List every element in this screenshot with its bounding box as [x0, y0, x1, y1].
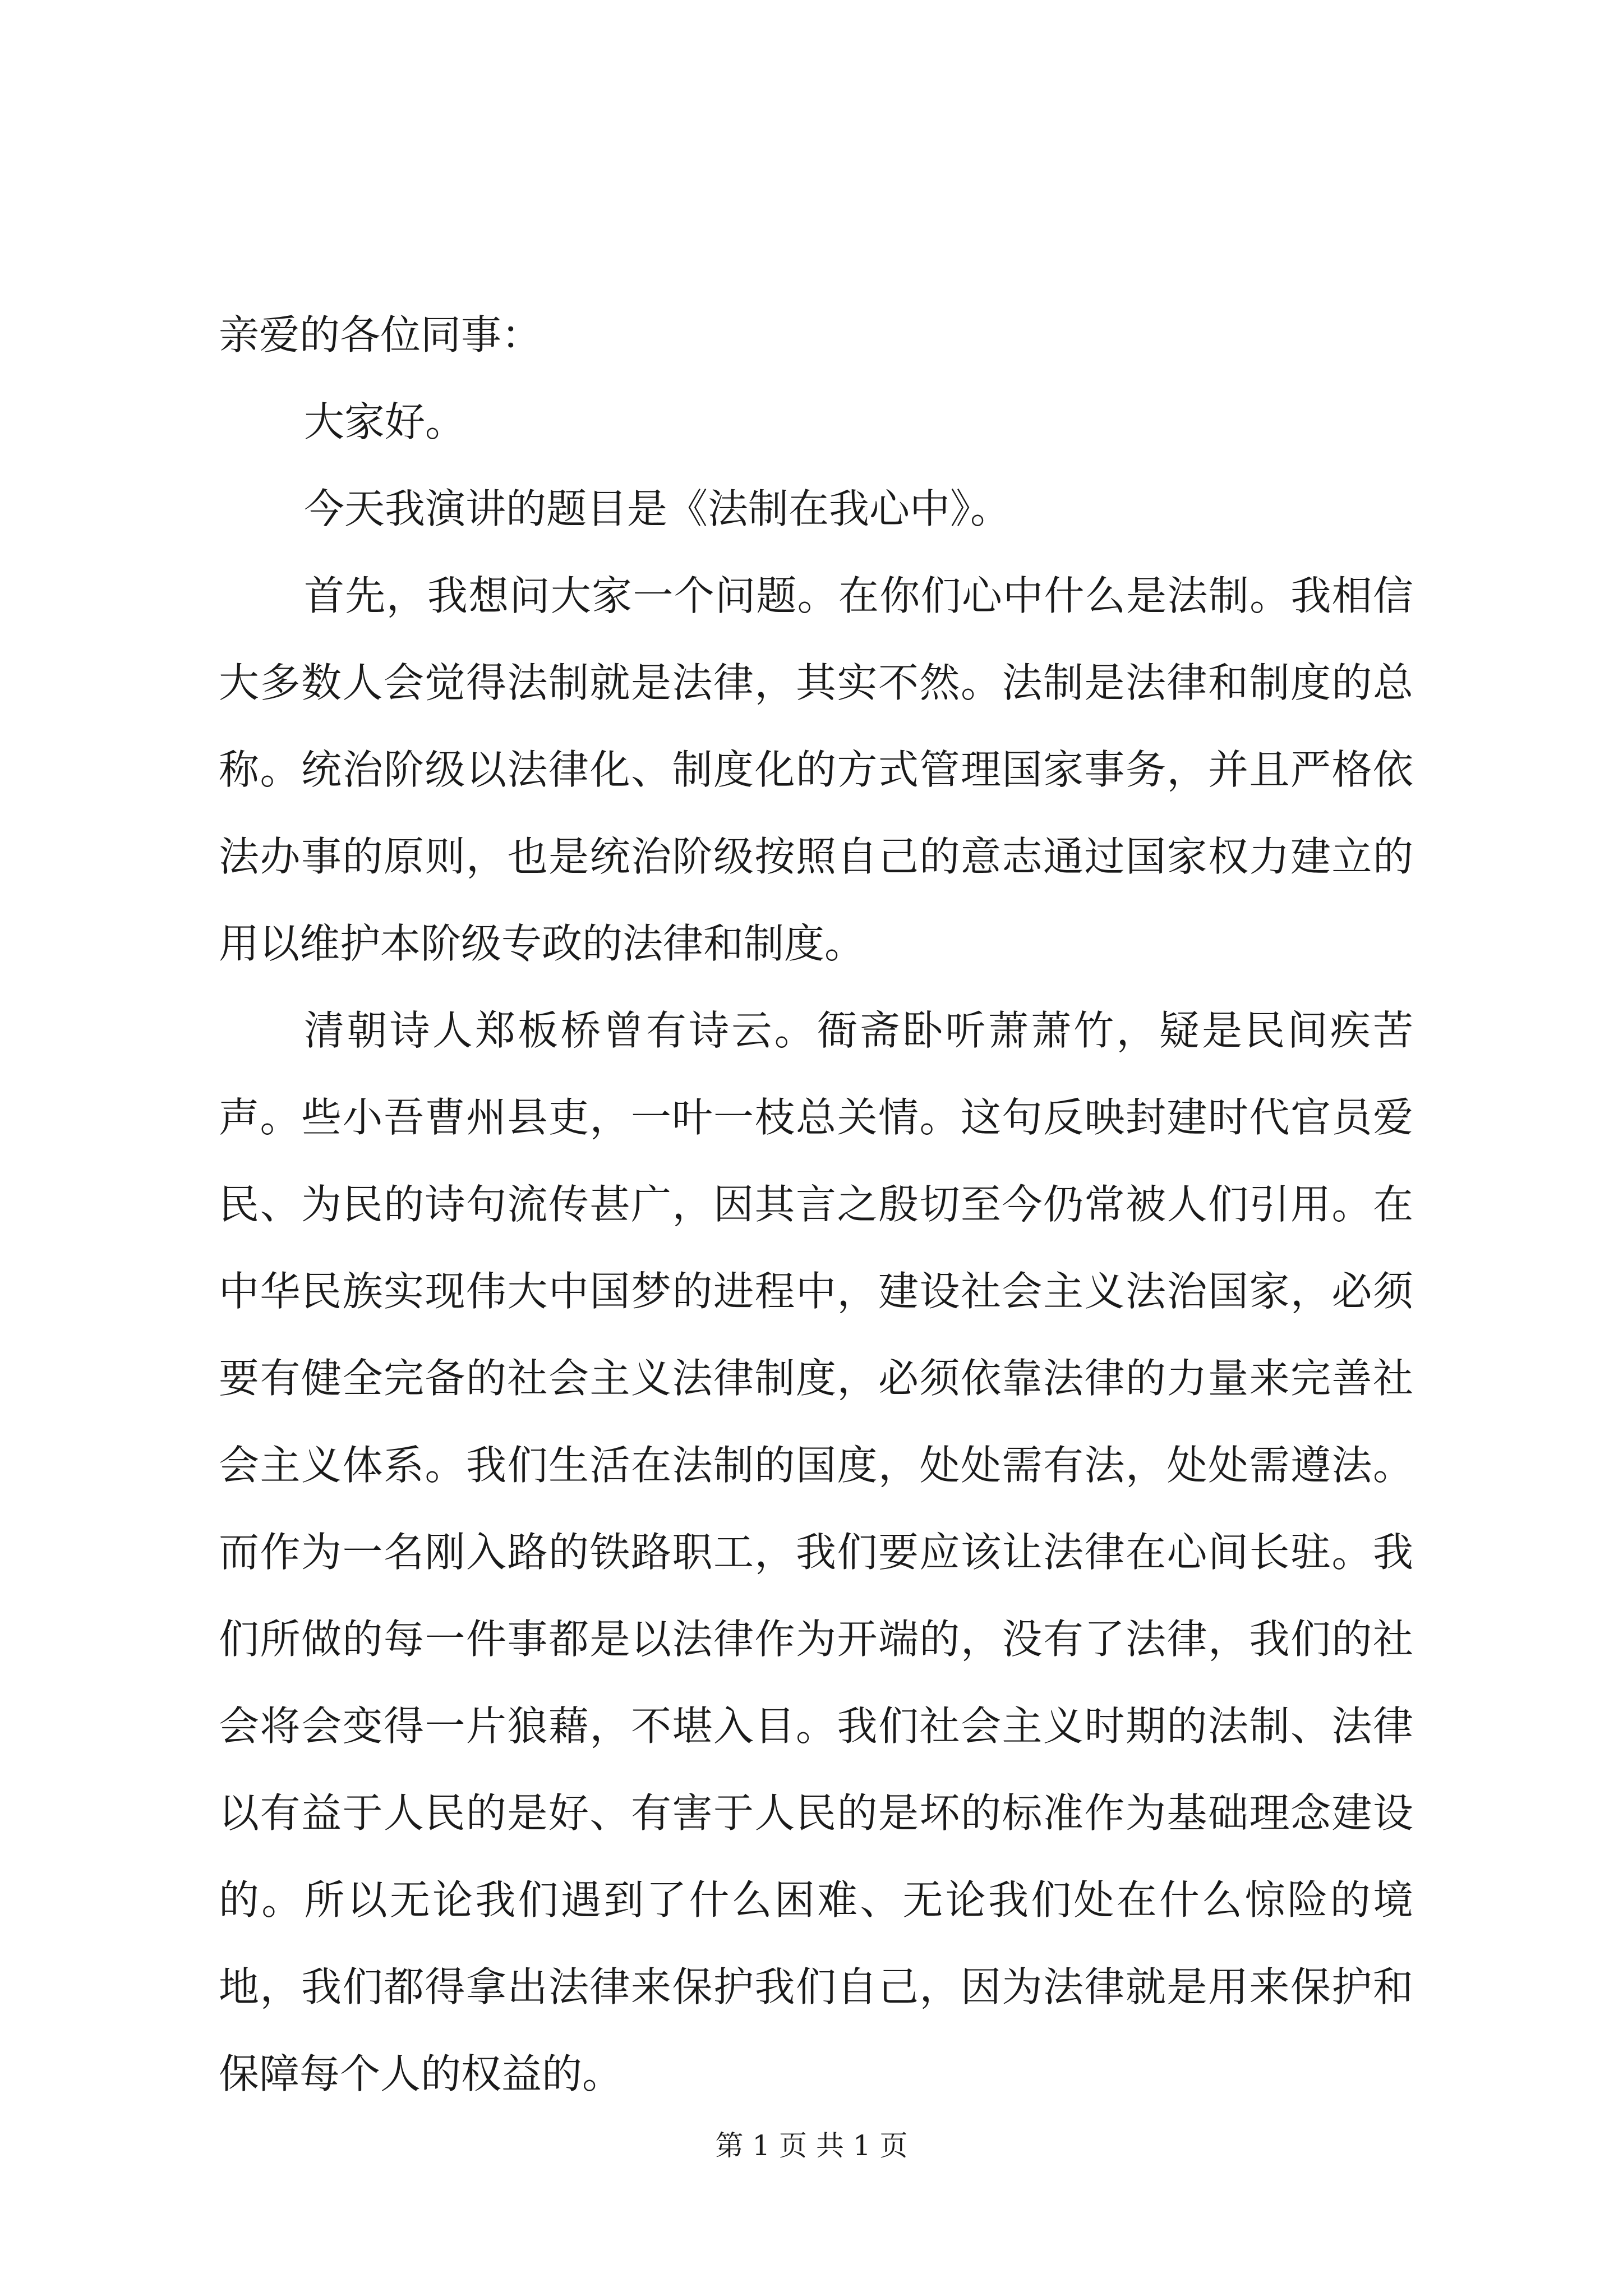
page-footer: 第 1 页 共 1 页	[715, 2129, 908, 2162]
greeting: 亲爱的各位同事：	[219, 311, 542, 358]
paragraph-greeting: 大家好。	[304, 398, 466, 445]
paragraph-topic: 今天我演讲的题目是《法制在我心中》。	[304, 485, 1011, 532]
document-body	[219, 292, 1413, 2118]
paragraph-main: 清朝诗人郑板桥曾有诗云。衙斋卧听萧萧竹，疑是民间疾苦声。些小吾曹州县吏，一叶一枝总关情。这句反映封建时代官员爱民、为民的诗句流传甚广，因其言之殷切至今仍常被人们引用。在中华民族实现伟大中国梦的进程中，建设社会主义法治国家，必须要有健全完备的社会主义法律制度，必须依靠法律的力量来完善社会主义体系。我们生活在法制的国度，处处需有法，处处需遵法。而作为一名刚入路的铁路职工，我们要应该让法律在心间长驻。我们所做的每一件事都是以法律作为开端的，没有了法律，我们的社会将会变得一片狼藉，不堪入目。我们社会主义时期的法制、法律以有益于人民的是好、有害于人民的是坏的标准作为基础理念建设的。所以无论我们遇到了什么困难、无论我们处在什么惊险的境地，我们都得拿出法律来保护我们自己，因为法律就是用来保护和保障每个人的权益的。	[219, 1007, 1413, 2097]
paragraph-definition: 首先，我想问大家一个问题。在你们心中什么是法制。我相信大多数人会觉得法制就是法律，其实不然。法制是法律和制度的总称。统治阶级以法律化、制度化的方式管理国家事务，并且严格依法办事的原则，也是统治阶级按照自己的意志通过国家权力建立的用以维护本阶级专政的法律和制度。	[219, 572, 1413, 967]
